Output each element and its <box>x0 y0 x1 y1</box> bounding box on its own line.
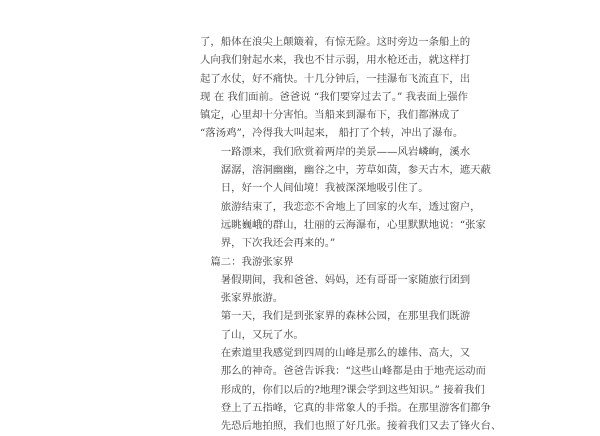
text-line: 起了水仗，好不痛快。十几分钟后，一挂瀑布飞流直下，出 <box>200 72 471 85</box>
text-line: 一路漂来，我们欣赏着两岸的美景——风岩嶙峋，溪水 <box>220 145 471 158</box>
text-line: 了山，又玩了水。 <box>220 328 304 341</box>
text-line: 人向我们射起水来，我也不甘示弱，用水枪还击，就这样打 <box>200 54 471 67</box>
paragraph <box>200 33 471 143</box>
paragraph <box>200 143 491 198</box>
paragraph <box>200 271 471 308</box>
text-line: 在索道里我感觉到四周的山峰是那么的雄伟、高大，又 <box>220 347 471 360</box>
text-line: 形成的，你们以后的?地理?课会学到这些知识。” 接着我们 <box>220 383 485 396</box>
paragraph <box>200 344 502 435</box>
text-line: 远眺巍峨的群山，壮丽的云海瀑布，心里默默地说：“张家 <box>220 218 486 231</box>
text-line: 现 在 我们面前。爸爸说 “我们要穿过去了。” 我表面上强作 <box>200 90 469 103</box>
document-body <box>200 33 502 436</box>
section-heading <box>200 253 420 271</box>
text-line: 篇二：我游张家界 <box>210 255 294 268</box>
text-line: 第一天，我们是到张家界的森林公园，在那里我们既游 <box>220 310 471 323</box>
text-line: 界，下次我还会再来的。” <box>220 237 336 250</box>
text-line: 暑假期间，我和爸爸、妈妈，还有哥哥一家随旅行团到 <box>220 273 471 286</box>
text-line: 镇定，心里却十分害怕。当船来到瀑布下，我们都淋成了 <box>200 109 460 122</box>
paragraph <box>200 307 471 344</box>
text-line: 登上了五指峰，它真的非常象人的手指。在那里游客们都争 <box>220 401 491 414</box>
text-line: 那么的神奇。爸爸告诉我：“这些山峰都是由于地壳运动而 <box>220 365 486 378</box>
paragraph <box>200 198 486 253</box>
text-line: “落汤鸡”，冷得我大叫起来， 船打了个转，冲出了瀑布。 <box>200 127 464 140</box>
text-line: 日，好一个人间仙境！我被深深地吸引住了。 <box>220 182 429 195</box>
text-line: 先恐后地拍照，我们也照了好几张。接着我们又去了锋火台、 <box>220 420 502 433</box>
text-line: 旅游结束了，我恋恋不舍地上了回家的火车，透过窗户， <box>220 200 481 213</box>
text-line: 潺潺，溶洞幽幽，幽谷之中，芳草如茵，参天古木，遮天蔽 <box>220 164 491 177</box>
text-line: 了，船体在浪尖上颠簸着，有惊无险。这时旁边一条船上的 <box>200 36 471 48</box>
text-line: 张家界旅游。 <box>220 292 284 305</box>
